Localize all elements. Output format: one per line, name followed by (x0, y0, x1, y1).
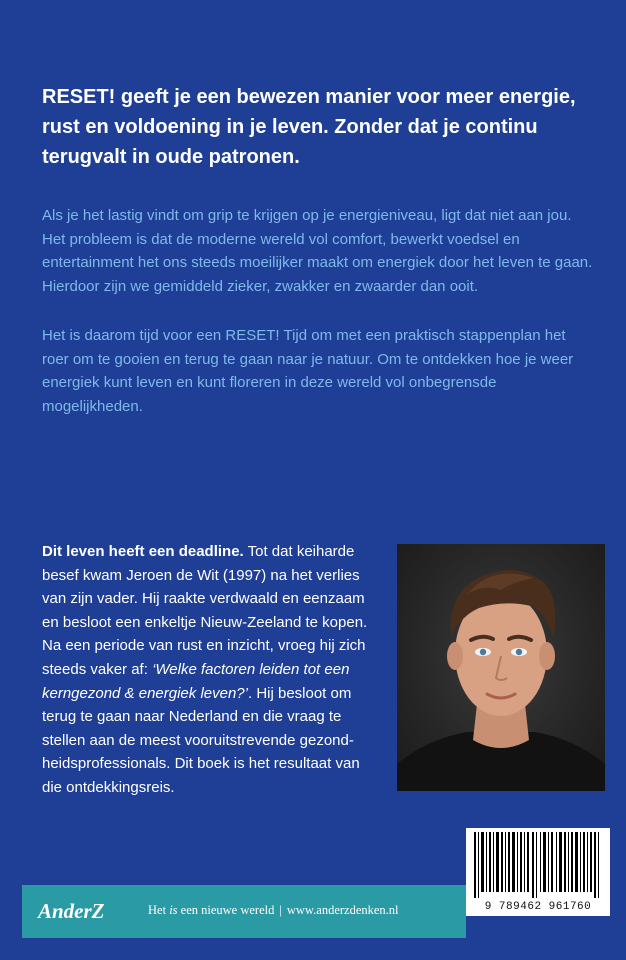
intro-paragraph-2: Het is daarom tijd voor een RESET! Tijd om met een praktisch stappenplan het roer om te gooien en terug te gaan naar je natuur. Om te ontdekken hoe je weer energiek kunt leven en kunt floreren in deze wereld vol onbegrensde mogelijkheden. (42, 327, 574, 415)
publisher-tagline (148, 903, 399, 918)
headline: RESET! geeft je een bewezen manier voor meer energie, rust en voldoening in je leven. Zonder dat je continu terugvalt in oude patronen. (42, 86, 576, 168)
tagline-pre: Het (148, 903, 170, 917)
publisher-footer (22, 885, 466, 938)
publisher-logo: AnderZ (38, 899, 105, 923)
intro-paragraph-1: Als je het lastig vindt om grip te krijgen op je energieniveau, ligt dat niet aan jou. Het probleem is dat de moderne wereld vol comfort, bewerkt voedsel en entertainment het ons steeds moeilijker maakt om energiek door het leven te gaan. Hierdoor zijn we gemiddeld zieker, zwakker en zwaarder dan ooit. (42, 207, 593, 295)
author-portrait (397, 544, 605, 791)
tagline-post: een nieuwe wereld (177, 903, 275, 917)
bio-quote: ‘Welke factoren leiden tot een kerngezond & energiek leven?’ (42, 660, 350, 702)
author-bio (42, 540, 382, 800)
author-portrait-illustration (397, 544, 605, 791)
bio-part-2: . Hij besloot om terug te gaan naar Nederland en die vraag te stellen aan de meest vooruitstrevende gezondheidsprofessionals. Dit boek is het resultaat van die ontdekkingsreis. (42, 684, 360, 796)
publisher-website[interactable]: www.anderzdenken.nl (286, 903, 399, 917)
bio-lead: Dit leven heeft een deadline. (42, 543, 244, 560)
tagline-separator: | (279, 903, 282, 917)
isbn-number: 9 789462 961760 (484, 901, 592, 913)
bio-part-1: Tot dat keiharde besef kwam Jeroen de Wit (1997) na het verlies van zijn vader. Hij raakte verdwaald en eenzaam en besloot een enkeltje Nieuw-Zeeland te kopen. Na een periode van rust en inzicht, vroeg hij zich steeds vaker af: (42, 543, 368, 678)
tagline-emphasis: is (169, 903, 178, 917)
isbn-barcode (466, 828, 610, 916)
barcode-bars (466, 828, 610, 900)
